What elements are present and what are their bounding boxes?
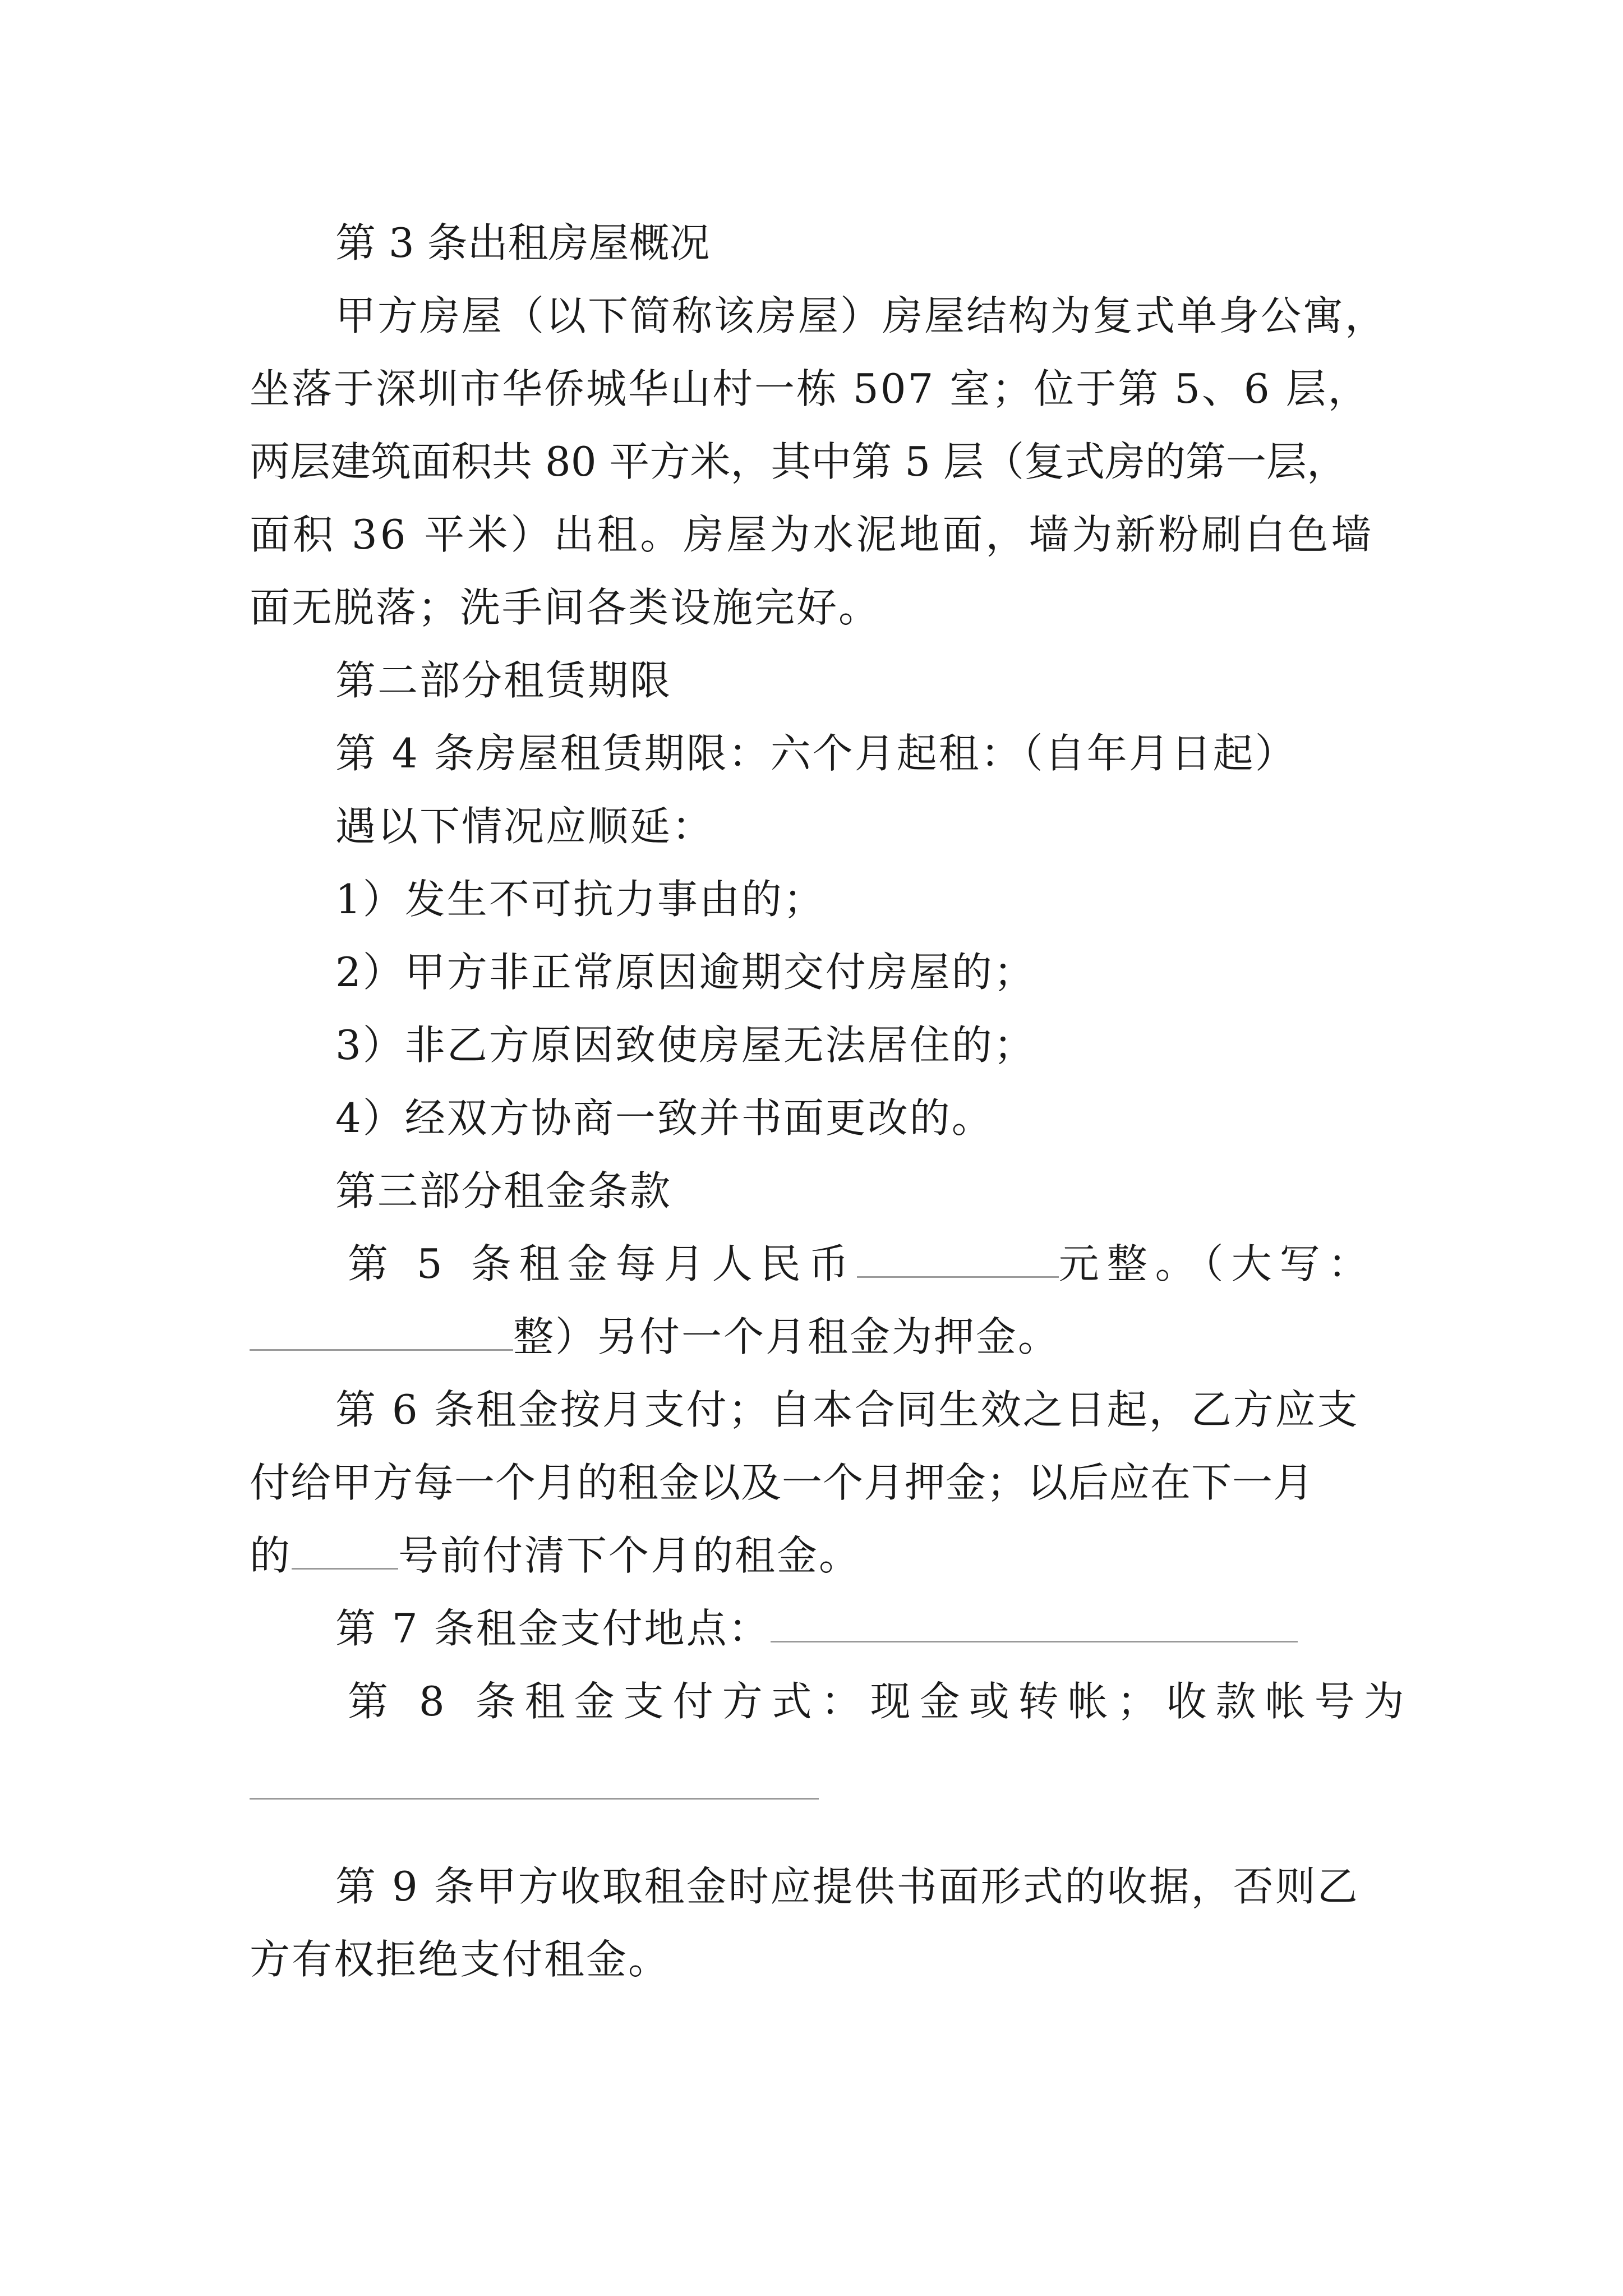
article-3-heading: 第 3 条出租房屋概况 (335, 219, 710, 266)
article-6-text-before-blank: 的 (250, 1532, 292, 1579)
account-number-blank[interactable] (250, 1798, 819, 1800)
payment-day-blank[interactable] (292, 1533, 398, 1570)
article-5-text-before-blank: 第 5 条租金每月人民币 (348, 1240, 857, 1287)
article-8-line: 第 8 条租金支付方式：现金或转帐；收款帐号为 (348, 1678, 1413, 1725)
paragraph-line: 面积 36 平米）出租。房屋为水泥地面，墙为新粉刷白色墙 (250, 511, 1375, 558)
monthly-rent-amount-blank[interactable] (857, 1241, 1059, 1278)
extension-item: 2）甲方非正常原因逾期交付房屋的； (335, 949, 1036, 996)
paragraph-line: 第 9 条甲方收取租金时应提供书面形式的收据，否则乙 (335, 1863, 1359, 1910)
paragraph-line: 甲方房屋（以下简称该房屋）房屋结构为复式单身公寓， (335, 292, 1387, 339)
article-5-text-after-blank: 元整。（大写： (1058, 1240, 1376, 1287)
article-6-text-after-blank: 号前付清下个月的租金。 (398, 1532, 861, 1579)
extension-item: 1）发生不可抗力事由的； (335, 876, 826, 923)
part-3-heading: 第三部分租金条款 (335, 1167, 672, 1214)
paragraph-line: 第 6 条租金按月支付；自本合同生效之日起，乙方应支 (335, 1386, 1359, 1433)
extension-intro: 遇以下情况应顺延： (335, 803, 714, 850)
article-7-label: 第 7 条租金支付地点： (335, 1605, 771, 1652)
article-7-line (335, 1603, 1298, 1654)
part-2-heading: 第二部分租赁期限 (335, 657, 672, 704)
paragraph-line: 坐落于深圳市华侨城华山村一栋 507 室；位于第 5、6 层， (250, 365, 1370, 412)
paragraph-line: 付给甲方每一个月的租金以及一个月押金；以后应在下一月 (250, 1459, 1315, 1506)
paragraph-line: 两层建筑面积共 80 平方米，其中第 5 层（复式房的第一层， (250, 438, 1347, 485)
rent-in-words-blank[interactable] (250, 1314, 513, 1351)
payment-location-blank[interactable] (771, 1606, 1298, 1642)
article-6-line-3 (250, 1530, 861, 1581)
paragraph-line: 方有权拒绝支付租金。 (250, 1936, 671, 1983)
article-5-deposit-text: 整）另付一个月租金为押金。 (513, 1313, 1061, 1360)
article-5-line-1 (348, 1239, 1376, 1289)
extension-item: 4）经双方协商一致并书面更改的。 (335, 1094, 994, 1142)
article-5-line-2 (250, 1312, 1060, 1362)
article-4-line: 第 4 条房屋租赁期限：六个月起租：（自年月日起） (335, 730, 1297, 777)
extension-item: 3）非乙方原因致使房屋无法居住的； (335, 1022, 1036, 1069)
paragraph-line: 面无脱落；洗手间各类设施完好。 (250, 584, 881, 631)
